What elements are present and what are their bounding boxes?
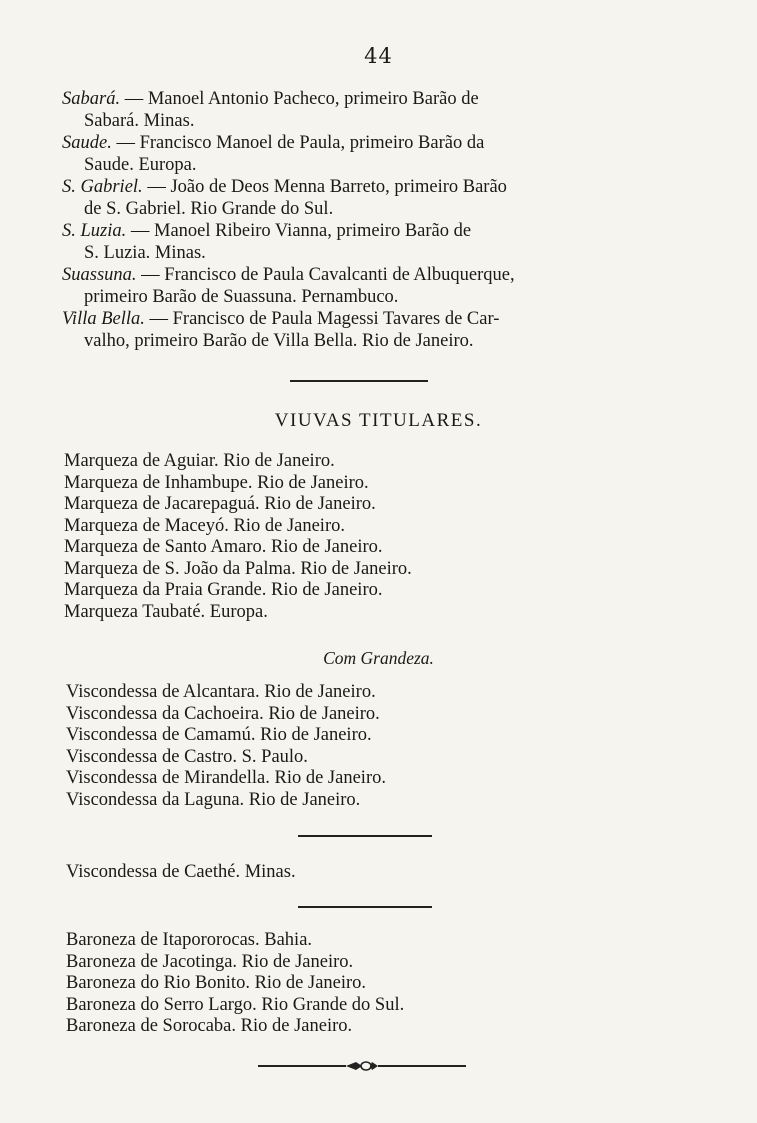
list-item: Baroneza de Jacotinga. Rio de Janeiro. <box>66 951 354 972</box>
entry-text: — Francisco de Paula Magessi Tavares de Car- <box>149 309 500 329</box>
page-number: 44 <box>364 44 393 68</box>
list-item: Viscondessa da Laguna. Rio de Janeiro. <box>66 789 361 810</box>
baron-entry <box>62 308 662 352</box>
entry-title: Saude. <box>62 133 112 153</box>
entry-title: Suassuna. <box>62 265 137 285</box>
entry-text: — Manoel Antonio Pacheco, primeiro Barão de <box>124 89 479 109</box>
list-item: Viscondessa da Cachoeira. Rio de Janeiro. <box>66 703 380 724</box>
entry-continuation: valho, primeiro Barão de Villa Bella. Rio de Janeiro. <box>84 331 474 351</box>
baron-entries <box>62 88 662 352</box>
entry-continuation: S. Luzia. Minas. <box>84 243 206 263</box>
entry-title: Sabará. <box>62 89 121 109</box>
entry-text: — João de Deos Menna Barreto, primeiro Barão <box>147 177 507 197</box>
list-item: Baroneza de Itapororocas. Bahia. <box>66 930 313 950</box>
list-item: Marqueza da Praia Grande. Rio de Janeiro. <box>64 580 383 600</box>
list-item: Marqueza de Jacarepaguá. Rio de Janeiro. <box>64 494 376 514</box>
baron-entry <box>62 176 662 220</box>
entry-continuation: de S. Gabriel. Rio Grande do Sul. <box>84 199 334 219</box>
viscondessa-grandeza-list <box>66 682 386 811</box>
baron-entry <box>62 88 662 132</box>
list-item: Baroneza do Serro Largo. Rio Grande do Sul. <box>66 994 405 1015</box>
list-item: Viscondessa de Camamú. Rio de Janeiro. <box>66 725 372 745</box>
baroneza-list <box>66 930 404 1038</box>
list-item: Marqueza de Inhambupe. Rio de Janeiro. <box>64 472 369 493</box>
entry-text: — Francisco de Paula Cavalcanti de Albuquerque, <box>141 265 515 285</box>
entry-continuation: primeiro Barão de Suassuna. Pernambuco. <box>84 287 399 307</box>
section-divider <box>298 906 432 908</box>
entry-continuation: Sabará. Minas. <box>84 111 195 131</box>
subheading-grandeza: Com Grandeza. <box>323 648 434 668</box>
entry-continuation: Saude. Europa. <box>84 155 197 175</box>
list-item: Marqueza de S. João da Palma. Rio de Janeiro. <box>64 558 412 579</box>
section-divider <box>298 835 432 837</box>
section-divider <box>290 380 428 382</box>
end-ornament <box>258 1060 466 1072</box>
list-item: Baroneza de Sorocaba. Rio de Janeiro. <box>66 1016 353 1036</box>
marqueza-list <box>64 451 412 623</box>
section-heading: VIUVAS TITULARES. <box>274 410 483 431</box>
entry-text: — Francisco Manoel de Paula, primeiro Barão da <box>116 133 485 153</box>
list-item: Marqueza de Aguiar. Rio de Janeiro. <box>64 451 335 471</box>
entry-text: — Manoel Ribeiro Vianna, primeiro Barão de <box>130 221 472 241</box>
list-item: Marqueza de Santo Amaro. Rio de Janeiro. <box>64 537 383 557</box>
list-item: Baroneza do Rio Bonito. Rio de Janeiro. <box>66 973 367 993</box>
list-item: Viscondessa de Alcantara. Rio de Janeiro. <box>66 682 376 702</box>
list-item: Marqueza Taubaté. Europa. <box>64 601 268 622</box>
list-item: Viscondessa de Caethé. Minas. <box>66 862 296 882</box>
entry-title: S. Gabriel. <box>62 177 143 197</box>
baron-entry <box>62 264 662 308</box>
list-item: Viscondessa de Castro. S. Paulo. <box>66 746 308 767</box>
list-item: Viscondessa de Mirandella. Rio de Janeiro. <box>66 768 386 788</box>
baron-entry <box>62 132 662 176</box>
entry-title: Villa Bella. <box>62 309 145 329</box>
list-item: Marqueza de Maceyó. Rio de Janeiro. <box>64 515 345 536</box>
entry-title: S. Luzia. <box>62 221 127 241</box>
viscondessa-simple <box>66 862 296 884</box>
baron-entry <box>62 220 662 264</box>
